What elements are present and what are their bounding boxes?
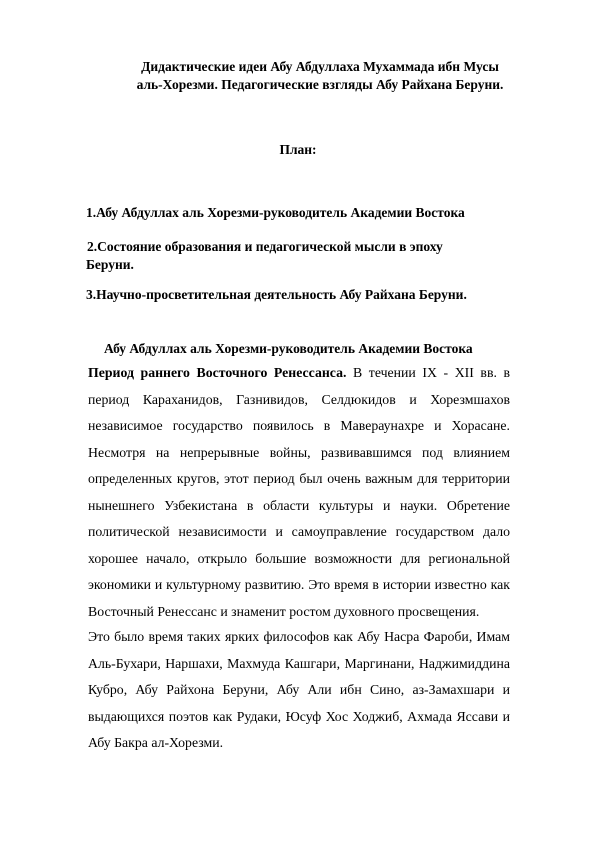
document-title-line-1: Дидактические идеи Абу Абдуллаха Мухаммада ибн Мусы <box>141 59 499 74</box>
document-title-line-2: аль-Хорезми. Педагогические взгляды Абу Райхана Беруни. <box>136 77 504 92</box>
body-paragraph-1 <box>88 360 510 625</box>
plan-heading: План: <box>279 142 317 157</box>
paragraph-1-text: В течении IX - XII вв. в период Караханидов, Газнивидов, Селдюкидов и Хорезмшахов независимое государство появилось в Мавераунахре и Хорасане. Несмотря на непрерывные войны, развивавшимся под влиянием определенных кругов, этот период был очень важным для территории нынешнего Узбекистана в области культуры и науки. Обретение политической независимости и самоуправление государством дало хорошее начало, открыло большие возможности для региональной экономики и культурному развитию. Это время в истории известно как Восточный Ренессанс и знаменит ростом духовного просвещения. <box>88 365 511 619</box>
plan-item-2-continuation: Беруни. <box>86 257 134 272</box>
plan-item-3: 3.Научно-просветительная деятельность Абу Райхана Беруни. <box>86 287 467 302</box>
paragraph-lead-bold: Период раннего Восточного Ренессанса. <box>88 365 347 380</box>
plan-item-1: 1.Абу Абдуллах аль Хорезми-руководитель Академии Востока <box>86 205 465 220</box>
section-heading: Абу Абдуллах аль Хорезми-руководитель Академии Востока <box>104 341 473 356</box>
body-paragraph-2: Это было время таких ярких философов как Абу Насра Фароби, Имам Аль-Бухари, Наршахи, Махмуда Кашгари, Маргинани, Наджимиддина Кубро, Абу Райхона Беруни, Абу Али ибн Сино, аз-Замахшари и выдающихся поэтов как Рудаки, Юсуф Хос Ходжиб, Ахмада Яссави и Абу Бакра ал-Хорезми. <box>88 629 510 750</box>
plan-item-2: 2.Состояние образования и педагогической мысли в эпоху <box>87 239 443 254</box>
